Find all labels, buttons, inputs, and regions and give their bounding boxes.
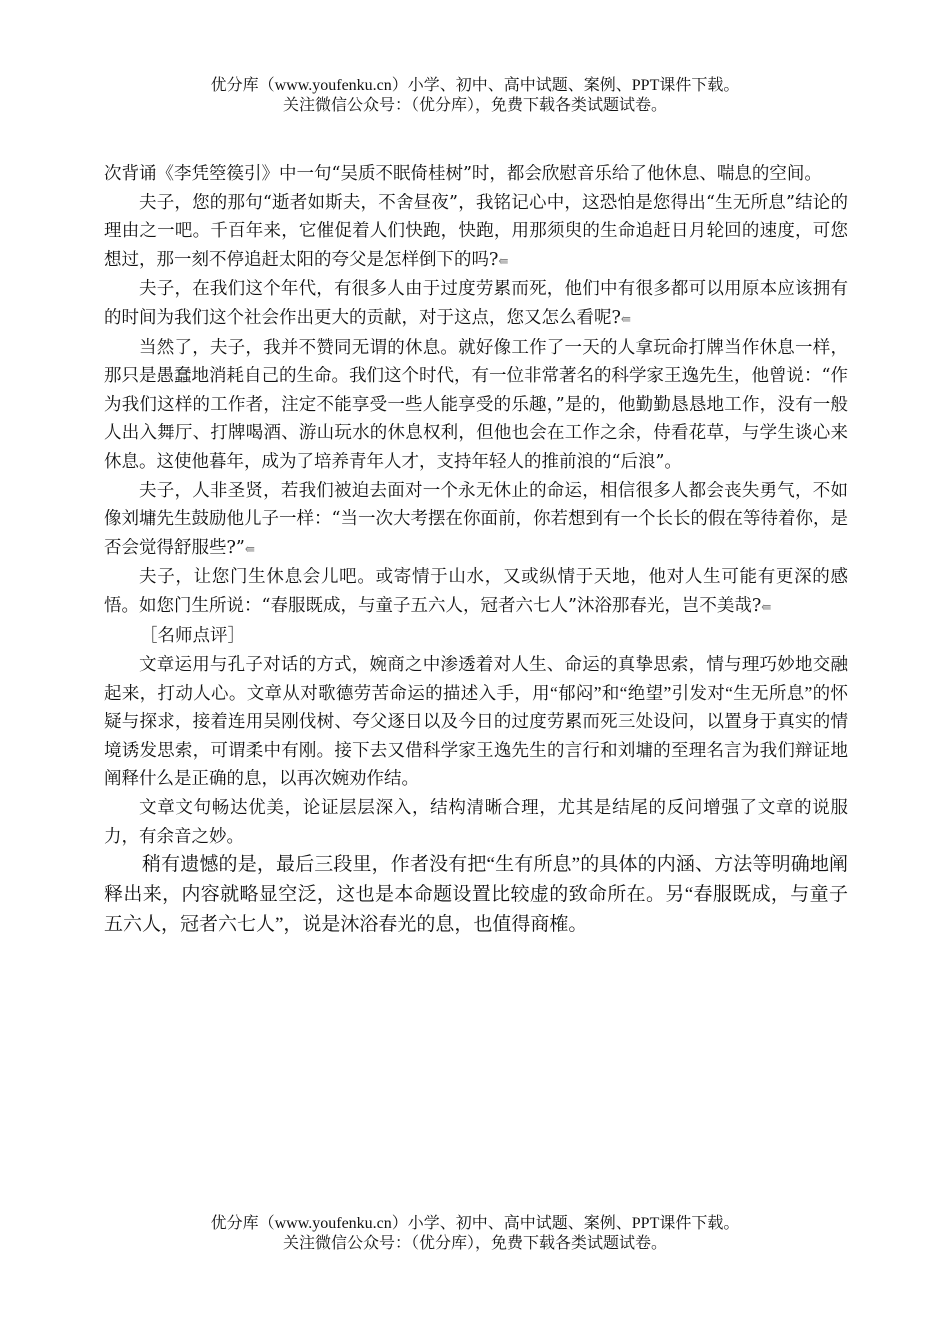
paragraph-mark: ⇚ xyxy=(761,599,772,614)
essay-paragraph-6 xyxy=(104,563,848,621)
essay-paragraph-1 xyxy=(104,160,848,189)
review-title: ［名师点评］ xyxy=(140,625,245,646)
essay-paragraph-5 xyxy=(104,477,848,564)
essay-text: 夫子，在我们这个年代，有很多人由于过度劳累而死，他们中有很多都可以用原本应该拥有的时间为我们这个社会作出更大的贡献，对于这点，您又怎么看呢? xyxy=(104,279,848,328)
footer-line-2: 关注微信公众号：（优分库），免费下载各类试题试卷。 xyxy=(282,1235,667,1252)
review-paragraph-1: 文章运用与孔子对话的方式，婉商之中渗透着对人生、命运的真挚思索，情与理巧妙地交融起来，打动人心。文章从对歌德劳苦命运的描述入手，用“郁闷”和“绝望”引发对“生无所息”的怀疑与探求，接着连用吴刚伐树、夸父逐日以及今日的过度劳累而死三处设问，以置身于真实的情境诱发思索，可谓柔中有刚。接下去又借科学家王逸先生的言行和刘墉的至理名言为我们辩证地阐释什么是正确的息，以再次婉劝作结。 xyxy=(104,654,848,789)
essay-text: 夫子，人非圣贤，若我们被迫去面对一个永无休止的命运，相信很多人都会丧失勇气，不如像刘墉先生鼓励他儿子一样：“当一次大考摆在你面前，你若想到有一个长长的假在等待着你，是否会觉得舒服些?” xyxy=(104,480,848,558)
review-paragraph-2: 文章文句畅达优美，论证层层深入，结构清晰合理，尤其是结尾的反问增强了文章的说服力，有余音之妙。 xyxy=(104,797,848,846)
essay-text: 次背诵《李凭箜篌引》中一句“吴质不眠倚桂树”时，都会欣慰音乐给了他休息、喘息的空间。 xyxy=(104,164,822,184)
essay-text: 当然了，夫子，我并不赞同无谓的休息。就好像工作了一天的人拿玩命打牌当作休息一样，那只是愚蠢地消耗自己的生命。我们这个时代，有一位非常著名的科学家王逸先生，他曾说：“作为我们这样的工作者，注定不能享受一些人能享受的乐趣，”是的，他勤勤恳恳地工作，没有一般人出入舞厅、打牌喝酒、游山玩水的休息权利，但他也会在工作之余，侍看花草，与学生谈心来休息。这使他暮年，成为了培养青年人才，支持年轻人的推前浪的“后浪”。 xyxy=(104,337,848,472)
essay-text: 夫子，您的那句“逝者如斯夫，不舍昼夜”，我铭记心中，这恐怕是您得出“生无所息”结论的理由之一吧。千百年来，它催促着人们快跑，快跑，用那须臾的生命追赶日月轮回的速度，可您想过，那一刻不停追赶太阳的夸父是怎样倒下的吗? xyxy=(104,192,848,270)
paragraph-mark: ⇚ xyxy=(620,311,631,326)
essay-text: 夫子，让您门生休息会儿吧。或寄情于山水，又或纵情于天地，他对人生可能有更深的感悟。如您门生所说：“春服既成，与童子五六人，冠者六七人”沐浴那春光，岂不美哉? xyxy=(104,567,848,616)
essay-paragraph-4 xyxy=(104,334,848,477)
essay-paragraph-3 xyxy=(104,275,848,333)
essay-paragraph-2 xyxy=(104,189,848,276)
page-header xyxy=(0,76,950,116)
footer-line-1: 优分库（www.youfenku.cn）小学、初中、高中试题、案例、PPT课件下载。 xyxy=(210,1215,740,1232)
paragraph-mark: ⇚ xyxy=(498,253,509,268)
review-paragraph-3: 稍有遗憾的是，最后三段里，作者没有把“生有所息”的具体的内涵、方法等明确地阐释出来，内容就略显空泛，这也是本命题设置比较虚的致命所在。另“春服既成，与童子五六人，冠者六七人”，说是沐浴春光的息，也值得商榷。 xyxy=(104,854,848,936)
header-line-1: 优分库（www.youfenku.cn）小学、初中、高中试题、案例、PPT课件下载。 xyxy=(210,77,740,94)
header-line-2: 关注微信公众号：（优分库），免费下载各类试题试卷。 xyxy=(282,97,667,114)
page-footer xyxy=(0,1214,950,1254)
paragraph-mark: ⇚ xyxy=(244,541,255,556)
document-body xyxy=(104,160,848,940)
